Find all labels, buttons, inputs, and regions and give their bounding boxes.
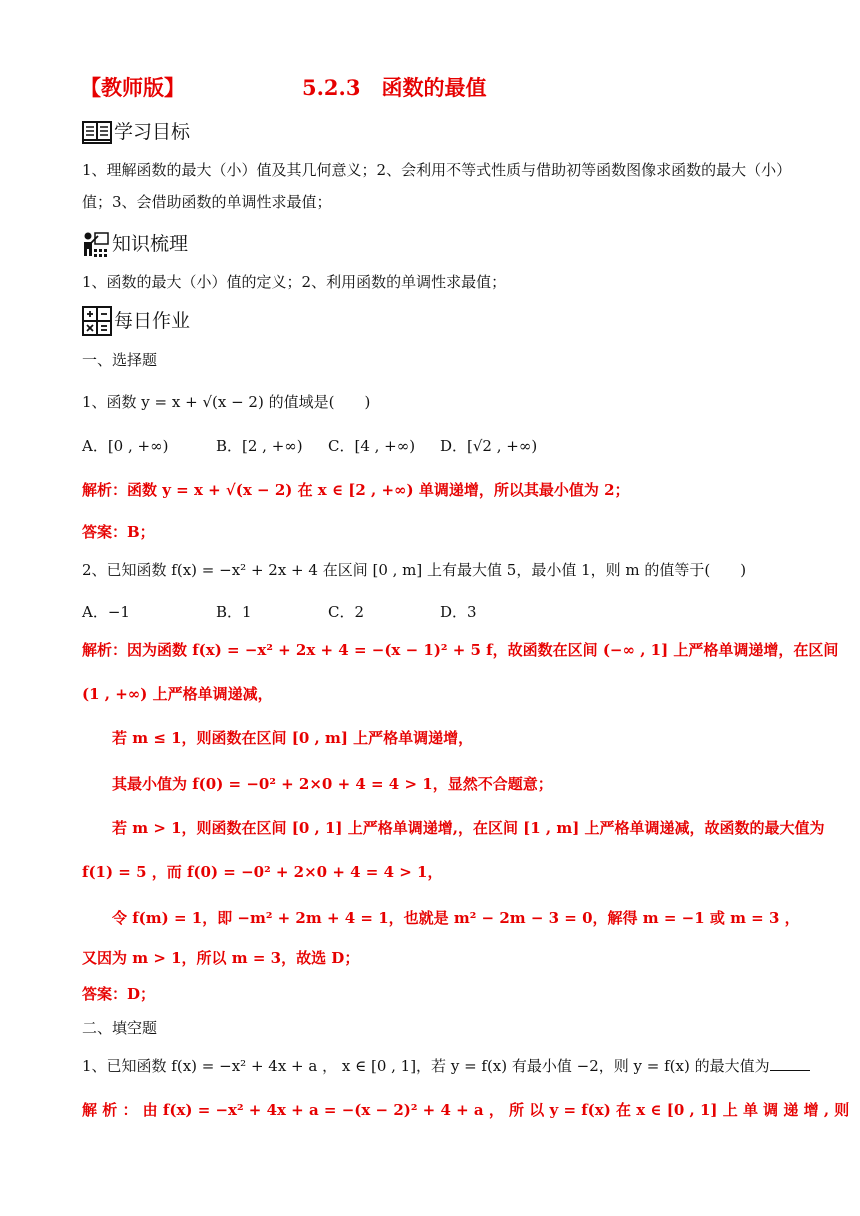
homework-heading [82,306,190,336]
homework-title: 每日作业 [114,310,191,332]
q2-analysis-line-3: 若 m ≤ 1，则函数在区间 [0 , m] 上严格单调递增， [112,729,474,747]
q2-analysis-line-8: 又因为 m > 1，所以 m = 3，故选 D； [82,949,360,967]
answer-blank [770,1056,810,1071]
q2-analysis-line-6: f(1) = 5 ，而 f(0) = −0² + 2×0 + 4 = 4 > 1， [82,863,443,881]
page-title: 5.2.3 函数的最值 [302,75,487,100]
calculator-icon [82,306,112,336]
fill-q1-stem-row [82,1056,810,1076]
title-row [80,72,780,100]
q1-stem: 1、函数 y = x + √(x − 2) 的值域是( ) [82,393,371,411]
q1-option-b: B．[2 , +∞) [216,437,303,455]
q1-answer: 答案：B； [82,523,155,541]
fill-q1-stem: 1、已知函数 f(x) = −x² + 4x + a ， x ∈ [0 , 1]，若 y = f(x) 有最小值 −2，则 y = f(x) 的最大值为 [82,1057,770,1075]
objectives-line-2: 值；3、会借助函数的单调性求最值； [82,193,332,211]
fill-q1-analysis: 解 析 ： 由 f(x) = −x² + 4x + a = −(x − 2)² + 4 + a ， 所 以 y = f(x) 在 x ∈ [0 , 1] 上 单 调 递 增 , 则 [82,1101,850,1119]
q1-option-d: D．[√2 , +∞) [440,437,538,455]
q1-analysis: 解析：函数 y = x + √(x − 2) 在 x ∈ [2 , +∞) 单调递增，所以其最小值为 2； [82,481,630,499]
q2-analysis-line-5: 若 m > 1，则函数在区间 [0 , 1] 上严格单调递增,，在区间 [1 , m] 上严格单调递减，故函数的最大值为 [112,819,825,837]
q2-option-c: C．2 [328,603,365,621]
q2-stem: 2、已知函数 f(x) = −x² + 2x + 4 在区间 [0 , m] 上有最大值 5，最小值 1，则 m 的值等于( ) [82,561,747,579]
knowledge-line-1: 1、函数的最大（小）值的定义；2、利用函数的单调性求最值； [82,273,507,291]
q1-option-c: C．[4 , +∞) [328,437,416,455]
part1-heading: 一、选择题 [82,351,158,369]
objectives-heading [82,118,190,146]
knowledge-title: 知识梳理 [112,233,189,255]
q2-option-b: B．1 [216,603,252,621]
teacher-icon [82,230,110,258]
q2-analysis-line-2: (1 , +∞) 上严格单调递减， [82,685,273,703]
objectives-line-1: 1、理解函数的最大（小）值及其几何意义；2、会利用不等式性质与借助初等函数图像求函数的最大（小） [82,161,792,179]
book-icon [82,120,112,144]
teacher-edition-badge: 【教师版】 [80,75,185,100]
q2-answer: 答案：D； [82,985,156,1003]
objectives-title: 学习目标 [114,121,191,143]
q1-option-a: A．[0 , +∞) [82,437,169,455]
q2-analysis-line-4: 其最小值为 f(0) = −0² + 2×0 + 4 = 4 > 1，显然不合题意； [112,775,553,793]
q2-option-a: A．−1 [82,603,130,621]
q2-analysis-line-7: 令 f(m) = 1，即 −m² + 2m + 4 = 1，也就是 m² − 2m − 3 = 0，解得 m = −1 或 m = 3 ， [112,909,800,927]
q2-analysis-line-1: 解析：因为函数 f(x) = −x² + 2x + 4 = −(x − 1)² + 5 f，故函数在区间 (−∞ , 1] 上严格单调递增，在区间 [82,641,839,659]
knowledge-heading [82,230,188,258]
q2-option-d: D．3 [440,603,477,621]
part2-heading: 二、填空题 [82,1019,158,1037]
